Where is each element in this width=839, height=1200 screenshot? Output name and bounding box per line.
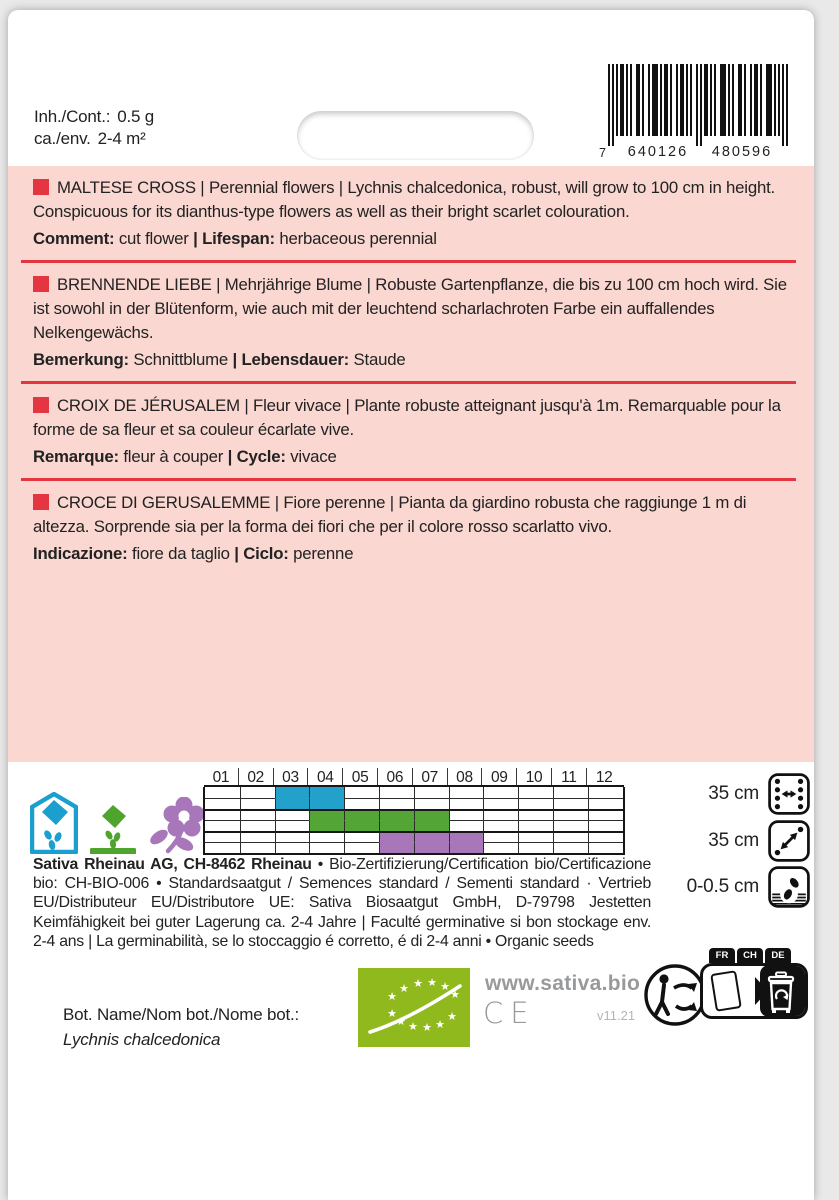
calendar-cell bbox=[344, 787, 379, 798]
version-label: v11.21 bbox=[597, 1008, 636, 1023]
calendar-cell bbox=[518, 798, 553, 809]
description-it: Pianta da giardino robusta che raggiunge 1 m di altezza. Sorprende sia per la forma dei fiori che per il colore rosso scarlatto vivo. bbox=[33, 493, 747, 536]
pipe: | bbox=[366, 275, 371, 294]
category-de: Mehrjährige Blume bbox=[224, 275, 363, 294]
calendar-cell bbox=[205, 820, 240, 831]
calendar-cell bbox=[588, 831, 623, 842]
calendar-cell bbox=[414, 787, 449, 798]
meta-it bbox=[33, 542, 798, 566]
calendar-cell bbox=[240, 787, 275, 798]
pipe: | bbox=[389, 493, 394, 512]
sowing-depth-value: 0-0.5 cm bbox=[686, 876, 759, 897]
meta-value: vivace bbox=[290, 447, 337, 466]
svg-text:★: ★ bbox=[399, 982, 409, 995]
month-label-12: 12 bbox=[595, 769, 613, 786]
calendar-cell bbox=[414, 798, 449, 809]
calendar-months bbox=[204, 766, 624, 787]
calendar-cell bbox=[205, 831, 240, 842]
calendar-cell bbox=[344, 842, 379, 853]
section-body bbox=[33, 176, 798, 224]
calendar-cell bbox=[240, 831, 275, 842]
calendar-cell bbox=[449, 809, 484, 820]
hang-hole-slot bbox=[297, 111, 534, 160]
red-square-icon bbox=[33, 276, 49, 292]
sowing-calendar bbox=[203, 766, 625, 855]
certification-details: • Bio-Zertifizierung/Certification bio/Certificazione bio: CH-BIO-006 • Standardsaatgut / Semences standard / Sementi standard · Vertrieb EU/Distributeur EU/Distributore UE: Sativa Biosaatgut GmbH, D-79798 Jestetten Keimfähigkeit bei guter Lagerung ca. 2-4 Jahre | Faculté germinative si bon stockage env. 2-4 ans | La germinabilità, se lo stoccaggio é corretto, é di 2-4 anni • Organic seeds bbox=[33, 856, 651, 950]
meta-value: herbaceous perennial bbox=[279, 229, 437, 248]
description-band bbox=[8, 166, 814, 762]
svg-text:★: ★ bbox=[427, 976, 437, 989]
content-value: 0.5 g bbox=[117, 107, 155, 126]
calendar-cell bbox=[553, 809, 588, 820]
calendar-cell bbox=[309, 842, 344, 853]
calendar-cell bbox=[205, 809, 240, 820]
pipe: | bbox=[232, 350, 237, 369]
calendar-legend bbox=[30, 776, 206, 854]
eu-organic-logo bbox=[358, 968, 470, 1047]
meta-en bbox=[33, 227, 798, 251]
greenhouse-sowing-icon bbox=[30, 792, 78, 854]
meta-label: Lifespan: bbox=[202, 229, 275, 248]
direct-sowing-icon bbox=[90, 804, 136, 854]
spec-plant-spacing bbox=[646, 820, 810, 862]
calendar-cell bbox=[553, 798, 588, 809]
calendar-cell bbox=[518, 820, 553, 831]
meta-fr bbox=[33, 445, 798, 469]
calendar-cell bbox=[483, 809, 518, 820]
svg-text:★: ★ bbox=[435, 1018, 445, 1031]
description-en: Lychnis chalcedonica, robust, will grow to 100 cm in height. Conspicuous for its dianthus-type flowers as well as their bright scarlet colouration. bbox=[33, 178, 776, 221]
area-label: ca./env. bbox=[34, 129, 91, 148]
sowing-depth-icon bbox=[768, 866, 810, 908]
calendar-cell bbox=[275, 831, 310, 842]
pipe: | bbox=[274, 493, 279, 512]
content-info bbox=[34, 106, 154, 150]
pipe: | bbox=[338, 178, 343, 197]
calendar-cell bbox=[588, 809, 623, 820]
section-italian bbox=[33, 481, 798, 575]
plant-spacing-icon bbox=[768, 820, 810, 862]
calendar-cell bbox=[275, 809, 310, 820]
calendar-cell bbox=[588, 842, 623, 853]
recycling-country-tabs bbox=[700, 948, 810, 963]
calendar-cell bbox=[449, 831, 484, 842]
month-label-09: 09 bbox=[482, 768, 517, 785]
calendar-cell bbox=[518, 831, 553, 842]
spec-sowing-depth bbox=[646, 866, 810, 908]
botanical-name-block bbox=[63, 1002, 299, 1052]
calendar-cell bbox=[414, 820, 449, 831]
red-square-icon bbox=[33, 397, 49, 413]
calendar-cell bbox=[518, 787, 553, 798]
calendar-cell bbox=[379, 820, 414, 831]
section-body bbox=[33, 394, 798, 442]
month-label-07: 07 bbox=[413, 768, 448, 785]
meta-value: fleur à couper bbox=[123, 447, 224, 466]
calendar-cell bbox=[309, 798, 344, 809]
calendar-cell bbox=[449, 798, 484, 809]
month-label-06: 06 bbox=[378, 768, 413, 785]
meta-value: Staude bbox=[353, 350, 406, 369]
pipe: | bbox=[193, 229, 198, 248]
calendar-cell bbox=[483, 820, 518, 831]
calendar-cell bbox=[588, 820, 623, 831]
calendar-cell bbox=[344, 820, 379, 831]
pipe: | bbox=[244, 396, 249, 415]
calendar-cell bbox=[205, 798, 240, 809]
calendar-cell bbox=[414, 842, 449, 853]
meta-label: Lebensdauer: bbox=[241, 350, 350, 369]
section-french bbox=[33, 384, 798, 478]
meta-value: cut flower bbox=[118, 229, 189, 248]
content-line bbox=[34, 106, 154, 128]
calendar-cell bbox=[553, 787, 588, 798]
calendar-cell bbox=[449, 842, 484, 853]
section-english bbox=[33, 166, 798, 260]
seed-packet-back bbox=[8, 10, 814, 1200]
meta-label: Cycle: bbox=[236, 447, 286, 466]
recycling-label bbox=[700, 948, 810, 1019]
meta-label: Comment: bbox=[33, 229, 115, 248]
svg-text:★: ★ bbox=[387, 1007, 397, 1020]
calendar-cell bbox=[205, 787, 240, 798]
calendar-cell bbox=[449, 820, 484, 831]
area-line bbox=[34, 128, 154, 150]
meta-value: perenne bbox=[293, 544, 354, 563]
calendar-cell bbox=[483, 831, 518, 842]
calendar-cell bbox=[275, 820, 310, 831]
calendar-cell bbox=[483, 787, 518, 798]
certification-text bbox=[33, 855, 651, 951]
meta-de bbox=[33, 348, 798, 372]
tab-ch: CH bbox=[737, 948, 763, 963]
calendar-cell bbox=[518, 809, 553, 820]
calendar-cell bbox=[309, 787, 344, 798]
pipe: | bbox=[200, 178, 205, 197]
calendar-cell bbox=[483, 798, 518, 809]
svg-text:★: ★ bbox=[413, 977, 423, 990]
barcode bbox=[599, 64, 788, 164]
calendar-cell bbox=[344, 798, 379, 809]
calendar-cell bbox=[449, 787, 484, 798]
botanical-label: Bot. Name/Nom bot./Nome bot.: bbox=[63, 1005, 300, 1024]
calendar-cell bbox=[309, 820, 344, 831]
recycling-main bbox=[700, 963, 808, 1019]
barcode-bars-icon bbox=[608, 64, 788, 146]
pipe: | bbox=[345, 396, 350, 415]
calendar-cell bbox=[553, 820, 588, 831]
pipe: | bbox=[234, 544, 239, 563]
flowering-icon bbox=[148, 797, 206, 854]
month-label-02: 02 bbox=[239, 768, 274, 785]
area-value: 2-4 m² bbox=[97, 129, 146, 148]
calendar-cell bbox=[483, 842, 518, 853]
svg-text:★: ★ bbox=[440, 980, 450, 993]
calendar-cell bbox=[379, 842, 414, 853]
tab-fr: FR bbox=[709, 948, 735, 963]
variety-name-en: MALTESE CROSS bbox=[57, 178, 196, 197]
category-fr: Fleur vivace bbox=[253, 396, 342, 415]
company-name: Sativa Rheinau AG, CH-8462 Rheinau bbox=[33, 856, 312, 873]
month-label-10: 10 bbox=[517, 768, 552, 785]
calendar-cell bbox=[379, 809, 414, 820]
variety-name-de: BRENNENDE LIEBE bbox=[57, 275, 212, 294]
tab-de: DE bbox=[765, 948, 791, 963]
calendar-cell bbox=[414, 809, 449, 820]
month-label-04: 04 bbox=[308, 768, 343, 785]
eu-leaf-icon bbox=[358, 968, 470, 1047]
calendar-cell bbox=[553, 842, 588, 853]
plant-spacing-value: 35 cm bbox=[708, 830, 759, 851]
meta-value: fiore da taglio bbox=[132, 544, 230, 563]
ce-mark: CE bbox=[483, 996, 536, 1030]
calendar-cell bbox=[588, 787, 623, 798]
description-fr: Plante robuste atteignant jusqu'à 1m. Remarquable pour la forme de sa fleur et sa couleur écarlate vive. bbox=[33, 396, 781, 439]
svg-text:★: ★ bbox=[387, 990, 397, 1003]
svg-text:★: ★ bbox=[422, 1021, 432, 1034]
section-german bbox=[33, 263, 798, 381]
svg-text:★: ★ bbox=[408, 1020, 418, 1033]
meta-label: Bemerkung: bbox=[33, 350, 129, 369]
barcode-group2: 480596 bbox=[704, 144, 780, 160]
red-square-icon bbox=[33, 494, 49, 510]
pipe: | bbox=[216, 275, 221, 294]
calendar-cell bbox=[240, 820, 275, 831]
meta-value: Schnittblume bbox=[133, 350, 228, 369]
section-body bbox=[33, 273, 798, 345]
category-it: Fiore perenne bbox=[283, 493, 386, 512]
recycle-bin-icon bbox=[763, 971, 799, 1019]
calendar-cell bbox=[275, 787, 310, 798]
calendar-cell bbox=[344, 809, 379, 820]
website-url: www.sativa.bio bbox=[485, 972, 641, 995]
month-label-03: 03 bbox=[274, 768, 309, 785]
botanical-name: Lychnis chalcedonica bbox=[63, 1030, 221, 1049]
calendar-cell bbox=[240, 809, 275, 820]
month-label-11: 11 bbox=[552, 768, 587, 785]
row-spacing-value: 35 cm bbox=[708, 783, 759, 804]
meta-label: Remarque: bbox=[33, 447, 119, 466]
calendar-cell bbox=[240, 842, 275, 853]
row-spacing-icon bbox=[768, 773, 810, 815]
spec-row-spacing bbox=[646, 773, 810, 815]
seed-sachet-icon bbox=[710, 970, 742, 1012]
calendar-cell bbox=[275, 798, 310, 809]
month-label-01: 01 bbox=[204, 768, 239, 785]
barcode-digits bbox=[599, 144, 788, 162]
calendar-grid bbox=[203, 787, 625, 855]
meta-label: Ciclo: bbox=[243, 544, 289, 563]
barcode-group1: 640126 bbox=[620, 144, 696, 160]
svg-text:★: ★ bbox=[450, 988, 460, 1001]
calendar-cell bbox=[379, 787, 414, 798]
triman-recycling-icon bbox=[642, 962, 708, 1033]
pipe: | bbox=[227, 447, 233, 466]
meta-label: Indicazione: bbox=[33, 544, 128, 563]
calendar-cell bbox=[205, 842, 240, 853]
calendar-cell bbox=[414, 831, 449, 842]
red-square-icon bbox=[33, 179, 49, 195]
svg-text:★: ★ bbox=[447, 1010, 457, 1023]
calendar-cell bbox=[518, 842, 553, 853]
calendar-cell bbox=[240, 798, 275, 809]
calendar-cell bbox=[588, 798, 623, 809]
variety-name-it: CROCE DI GERUSALEMME bbox=[57, 493, 271, 512]
description-de: Robuste Gartenpflanze, die bis zu 100 cm hoch wird. Sie ist sowohl in der Blütenform, wie auch mit der leuchtend scharlachroten Farbe ein auffallendes Nelkengewächs. bbox=[33, 275, 787, 342]
calendar-cell bbox=[275, 842, 310, 853]
category-en: Perennial flowers bbox=[208, 178, 335, 197]
month-label-08: 08 bbox=[448, 768, 483, 785]
content-label: Inh./Cont.: bbox=[34, 107, 111, 126]
calendar-cell bbox=[553, 831, 588, 842]
calendar-cell bbox=[309, 809, 344, 820]
calendar-cell bbox=[309, 831, 344, 842]
calendar-cell bbox=[344, 831, 379, 842]
variety-name-fr: CROIX DE JÉRUSALEM bbox=[57, 396, 240, 415]
svg-text:★: ★ bbox=[396, 1015, 406, 1028]
calendar-cell bbox=[379, 798, 414, 809]
section-body bbox=[33, 491, 798, 539]
calendar-cell bbox=[379, 831, 414, 842]
barcode-prefix: 7 bbox=[599, 146, 606, 160]
month-label-05: 05 bbox=[343, 768, 378, 785]
